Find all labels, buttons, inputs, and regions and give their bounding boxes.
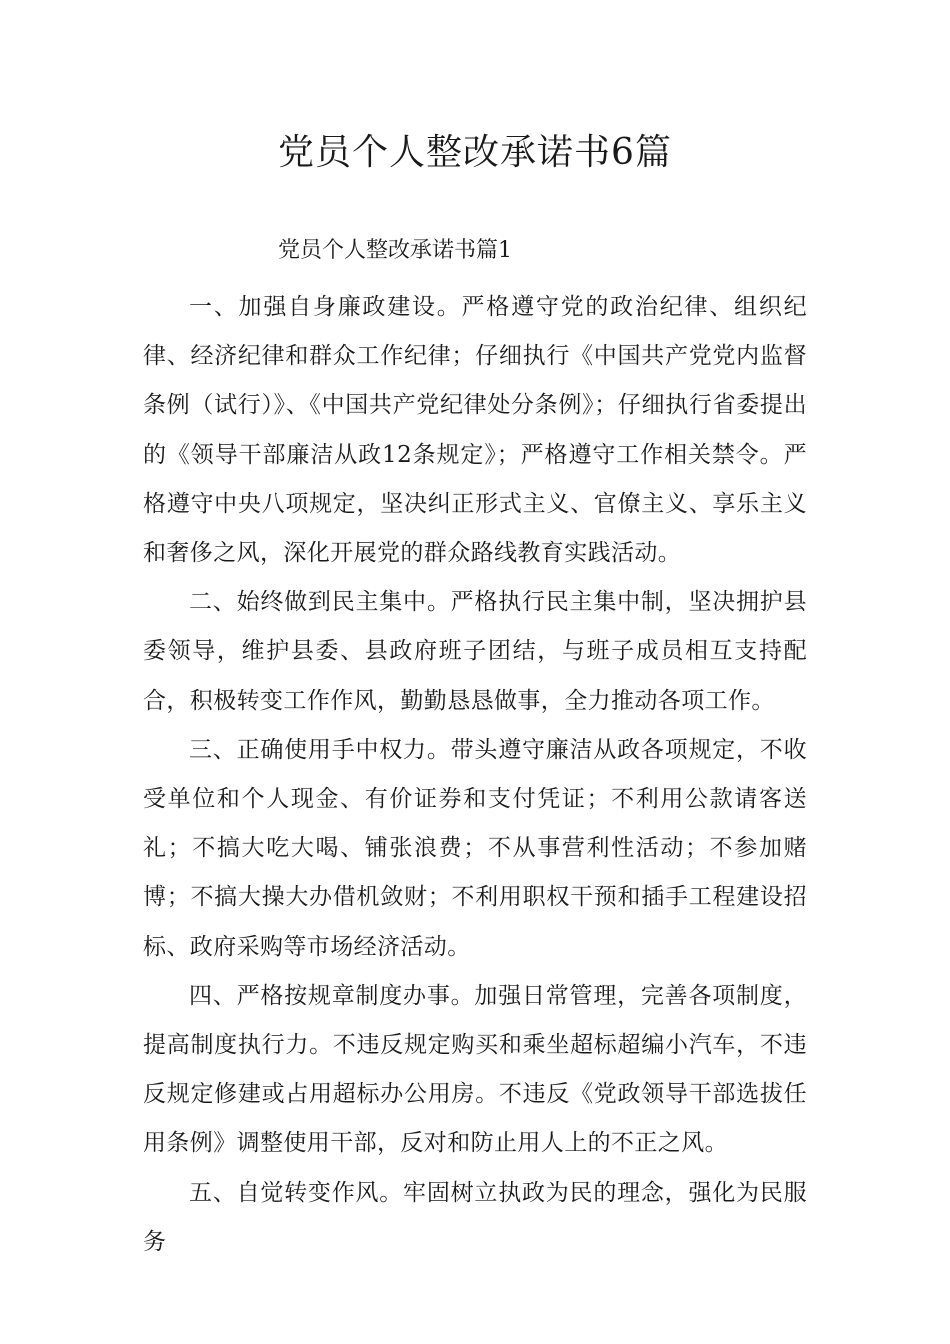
section-heading: 党员个人整改承诺书篇1 xyxy=(278,238,512,263)
paragraph: 一、加强自身廉政建设。严格遵守党的政治纪律、组织纪律、经济纪律和群众工作纪律；仔细执行《中国共产党党内监督条例（试行）》、《中国共产党纪律处分条例》；仔细执行省委提出的《领导干部廉洁从政12条规定》；严格遵守工作相关禁令。严格遵守中央八项规定，坚决纠正形式主义、官僚主义、享乐主义和奢侈之风，深化开展党的群众路线教育实践活动。 xyxy=(143,294,807,567)
paragraph: 五、自觉转变作风。牢固树立执政为民的理念，强化为民服务 xyxy=(143,1179,807,1255)
document-body xyxy=(143,283,807,1267)
paragraph: 四、严格按规章制度办事。加强日常管理，完善各项制度，提高制度执行力。不违反规定购买和乘坐超标超编小汽车，不违反规定修建或占用超标办公用房。不违反《党政领导干部选拔任用条例》调整使用干部，反对和防止用人上的不正之风。 xyxy=(143,982,807,1157)
paragraph: 三、正确使用手中权力。带头遵守廉洁从政各项规定，不收受单位和个人现金、有价证券和支付凭证；不利用公款请客送礼；不搞大吃大喝、铺张浪费；不从事营利性活动；不参加赌博；不搞大操大办借机敛财；不利用职权干预和插手工程建设招标、政府采购等市场经济活动。 xyxy=(143,736,807,960)
paragraph: 二、始终做到民主集中。严格执行民主集中制，坚决拥护县委领导，维护县委、县政府班子团结，与班子成员相互支持配合，积极转变工作作风，勤勤恳恳做事，全力推动各项工作。 xyxy=(143,589,807,714)
document-title: 党员个人整改承诺书6篇 xyxy=(278,132,672,173)
